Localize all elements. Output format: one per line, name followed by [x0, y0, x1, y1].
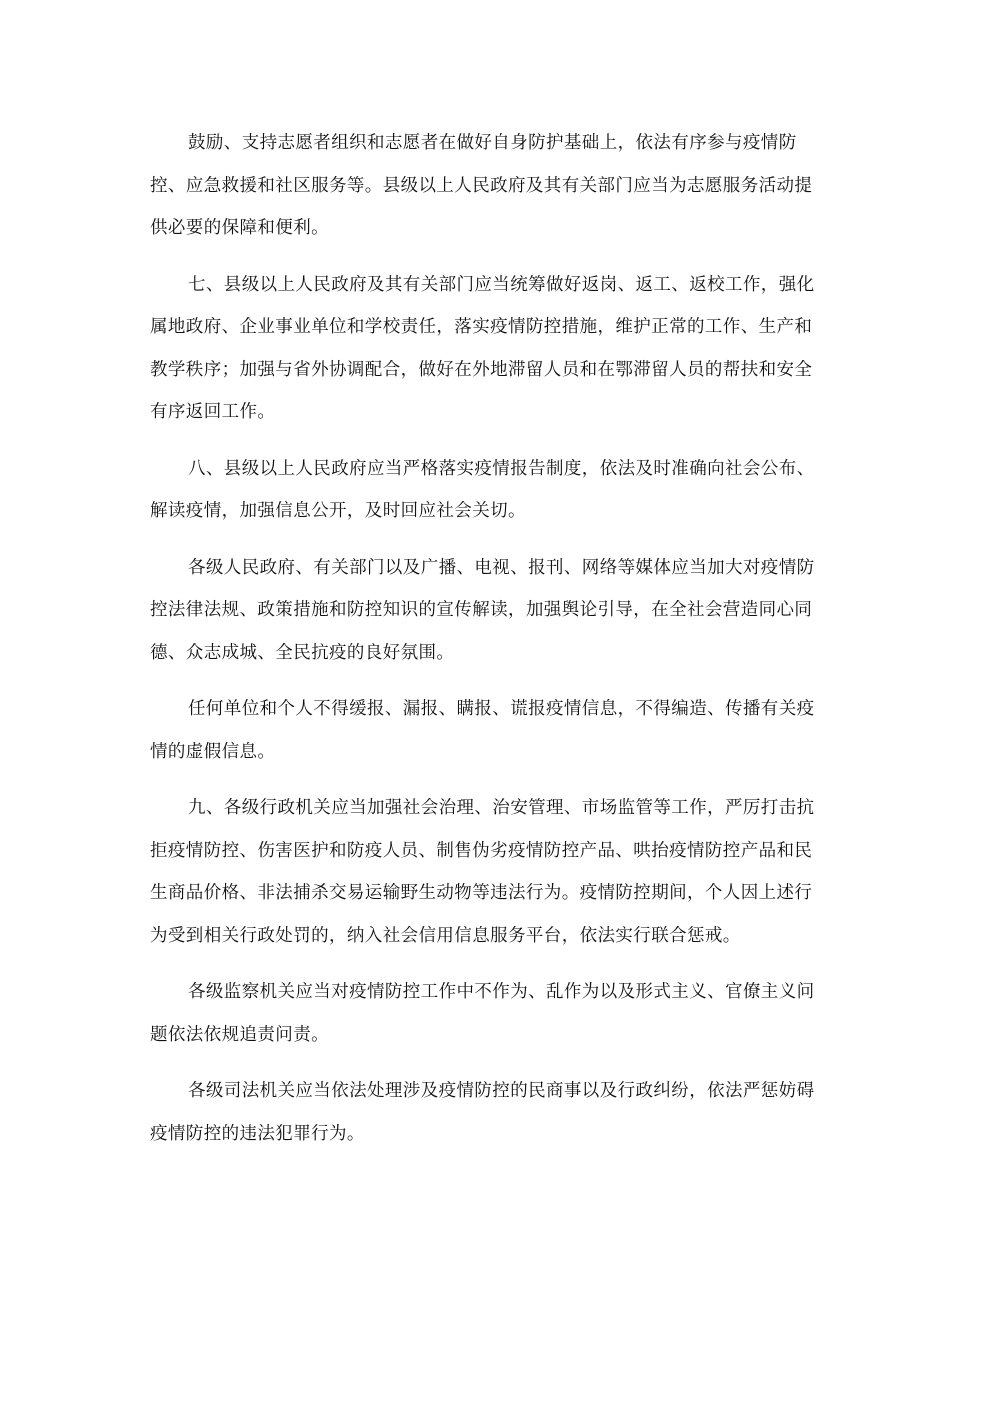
- paragraph: [150, 547, 840, 675]
- paragraph-line: 有序返回工作。: [150, 402, 276, 422]
- paragraph: [150, 122, 840, 250]
- paragraph-line: 解读疫情，加强信息公开，及时回应社会关切。: [150, 501, 526, 521]
- paragraph-line: 供必要的保障和便利。: [150, 218, 329, 238]
- paragraph: [150, 448, 840, 533]
- paragraph-line: 属地政府、企业事业单位和学校责任，落实疫情防控措施，维护正常的工作、生产和: [150, 317, 813, 337]
- paragraph-line: 九、各级行政机关应当加强社会治理、治安管理、市场监管等工作，严厉打击抗: [188, 798, 815, 818]
- paragraph-line: 情的虚假信息。: [150, 741, 276, 762]
- paragraph-line: 鼓励、支持志愿者组织和志愿者在做好自身防护基础上，依法有序参与疫情防: [188, 133, 797, 153]
- paragraph-line: 教学秩序；加强与省外协调配合，做好在外地滞留人员和在鄂滞留人员的帮扶和安全: [150, 359, 813, 380]
- paragraph-line: 各级司法机关应当依法处理涉及疫情防控的民商事以及行政纠纷，依法严惩妨碍: [188, 1081, 815, 1101]
- paragraph-line: 生商品价格、非法捕杀交易运输野生动物等违法行为。疫情防控期间，个人因上述行: [150, 883, 813, 903]
- paragraph-line: 控法律法规、政策措施和防控知识的宣传解读，加强舆论引导，在全社会营造同心同: [150, 600, 813, 620]
- paragraph-line: 八、县级以上人民政府应当严格落实疫情报告制度，依法及时准确向社会公布、: [188, 458, 815, 479]
- paragraph: [150, 787, 840, 957]
- paragraph-line: 拒疫情防控、伤害医护和防疫人员、制售伪劣疫情防控产品、哄抬疫情防控产品和民: [150, 840, 813, 861]
- paragraph-line: 各级人民政府、有关部门以及广播、电视、报刊、网络等媒体应当加大对疫情防: [188, 557, 815, 578]
- document-body: [150, 122, 840, 1169]
- paragraph-line: 控、应急救援和社区服务等。县级以上人民政府及其有关部门应当为志愿服务活动提: [150, 175, 813, 196]
- paragraph-line: 各级监察机关应当对疫情防控工作中不作为、乱作为以及形式主义、官僚主义问: [188, 982, 815, 1002]
- paragraph: [150, 971, 840, 1056]
- paragraph-line: 题依法依规追责问责。: [150, 1024, 329, 1045]
- paragraph: [150, 264, 840, 434]
- paragraph-line: 疫情防控的违法犯罪行为。: [150, 1123, 365, 1144]
- paragraph-line: 德、众志成城、全民抗疫的良好氛围。: [150, 642, 455, 663]
- paragraph: [150, 1070, 840, 1155]
- paragraph-line: 为受到相关行政处罚的，纳入社会信用信息服务平台，依法实行联合惩戒。: [150, 925, 741, 946]
- paragraph: [150, 688, 840, 773]
- paragraph-line: 七、县级以上人民政府及其有关部门应当统筹做好返岗、返工、返校工作，强化: [188, 274, 815, 295]
- paragraph-line: 任何单位和个人不得缓报、漏报、瞒报、谎报疫情信息，不得编造、传播有关疫: [188, 699, 815, 719]
